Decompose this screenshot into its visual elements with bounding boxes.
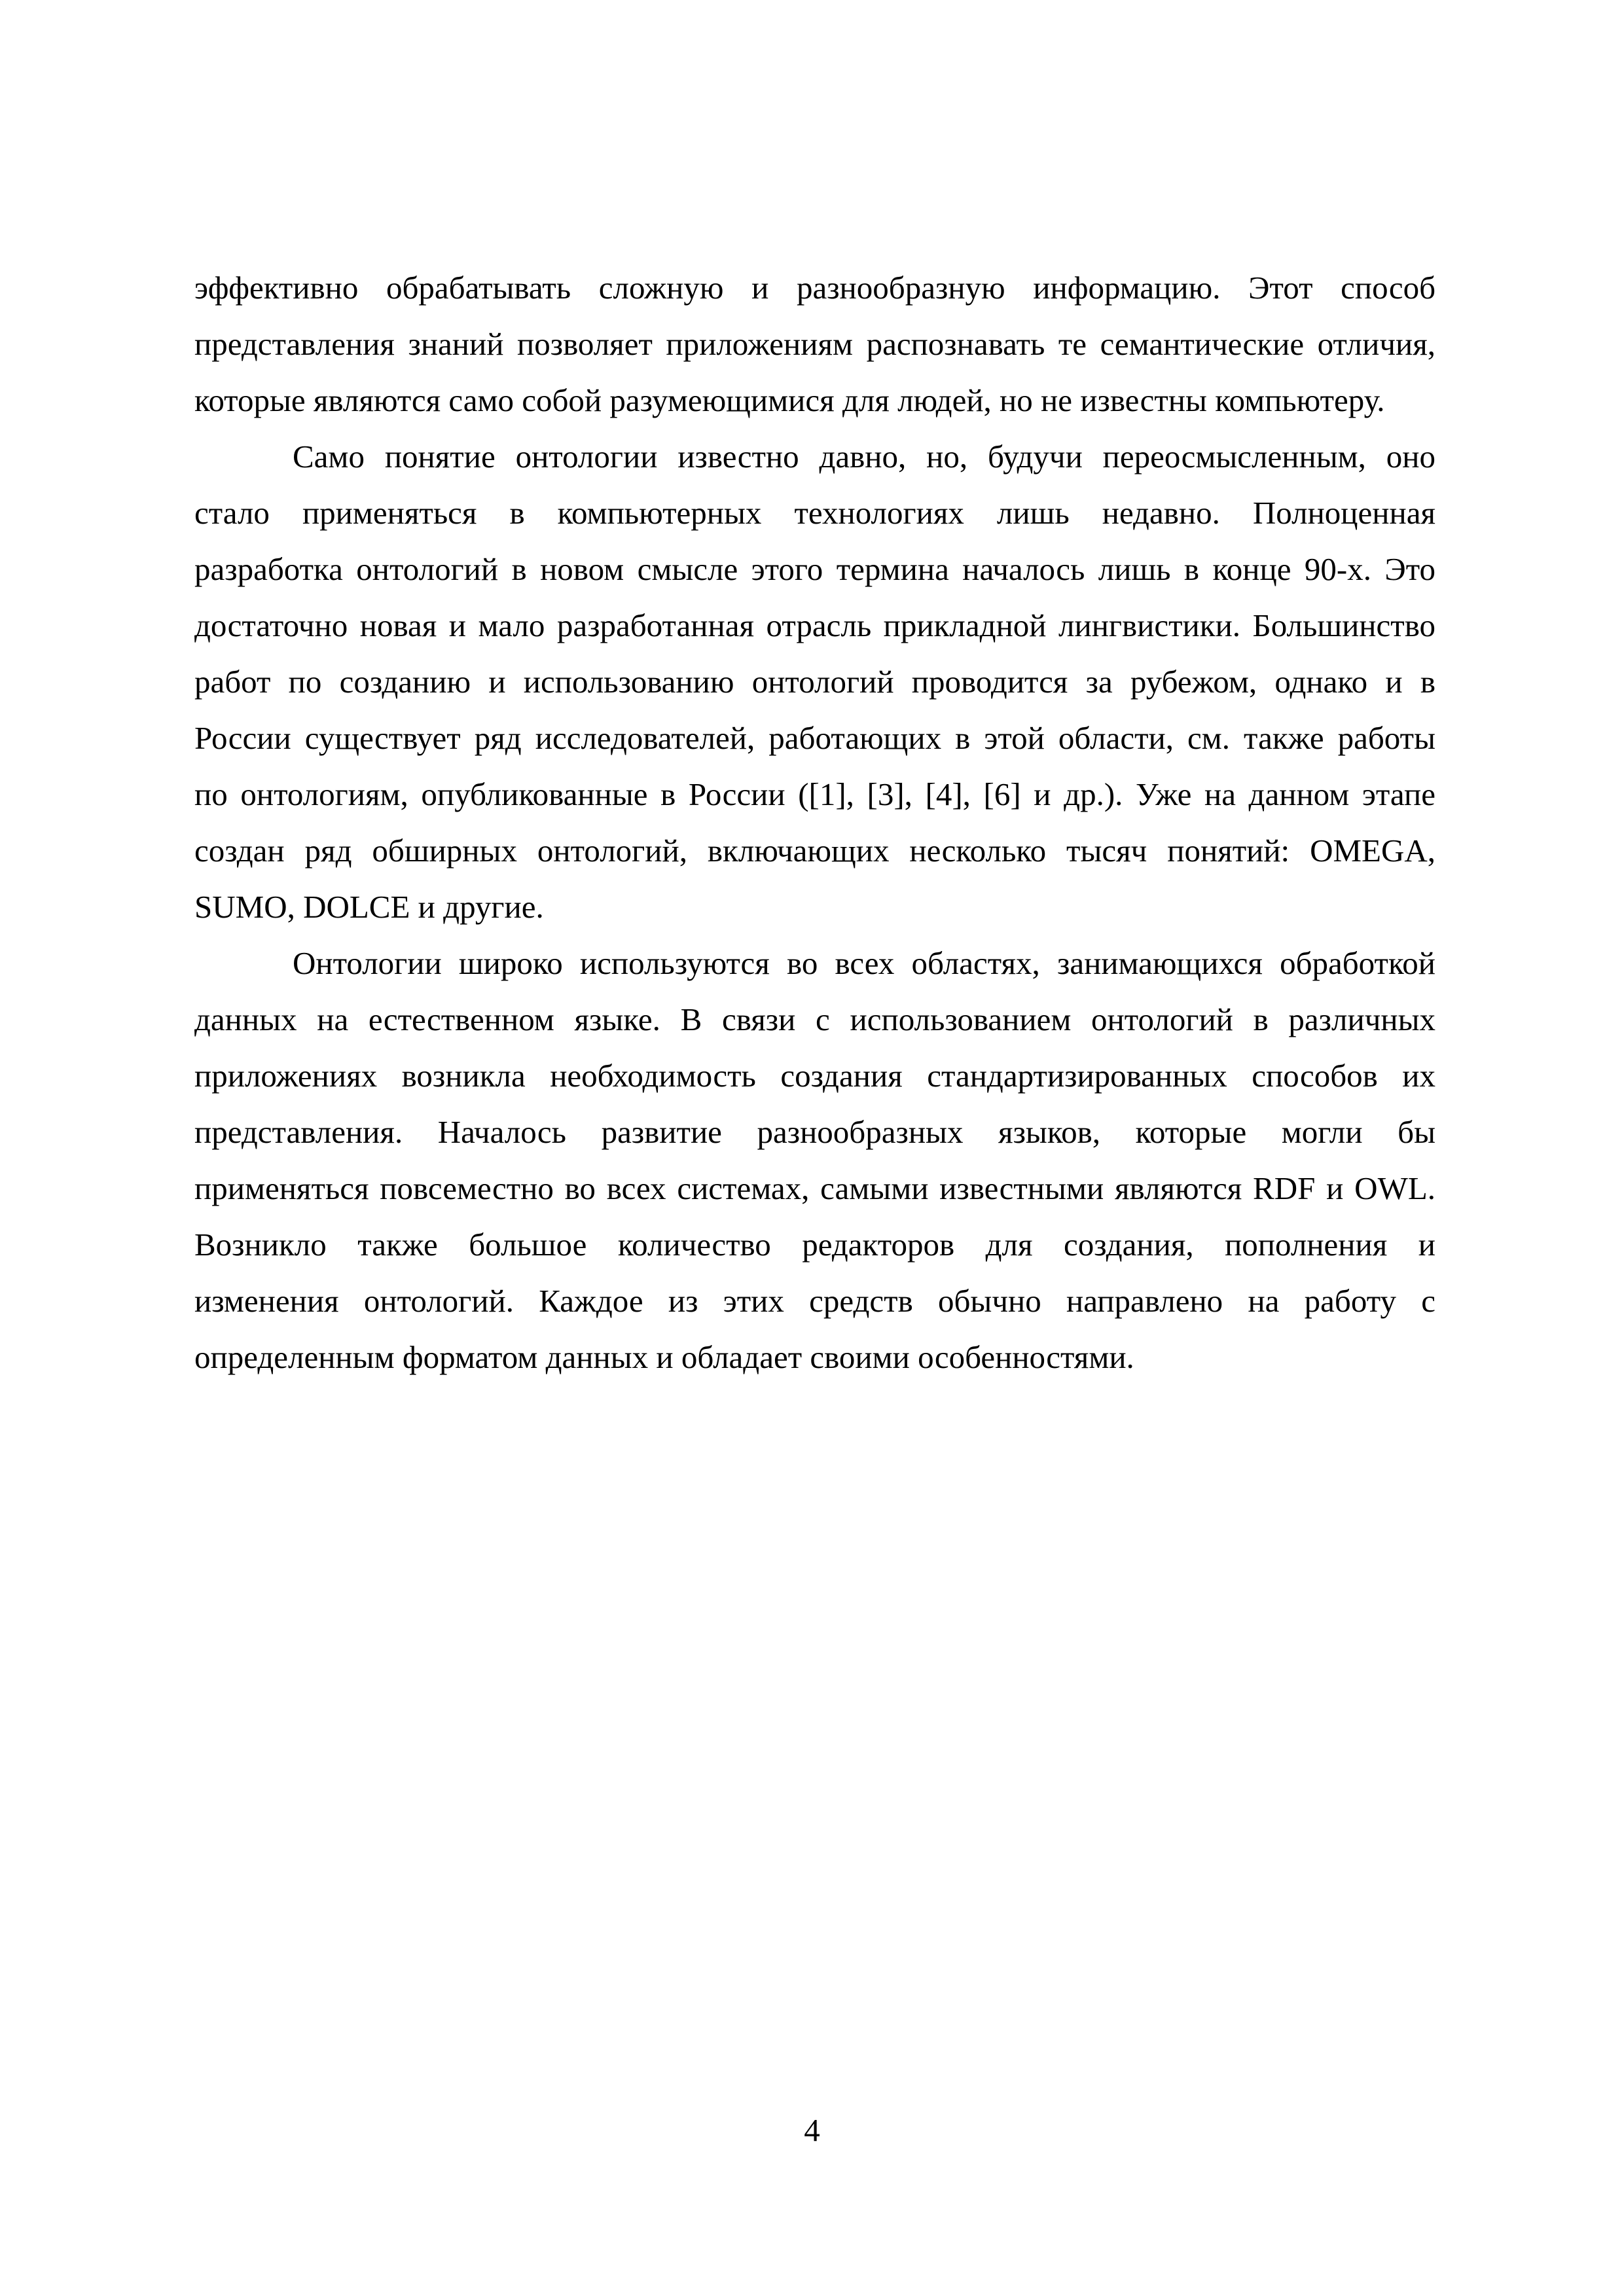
paragraph-3 <box>194 935 1435 1386</box>
text-line: определенным форматом данных и обладает своими особенностями. <box>194 1339 1134 1375</box>
paragraph-2 <box>194 429 1435 935</box>
text-line: данных на естественном языке. В связи с использованием онтологий в различных <box>194 1001 1435 1037</box>
text-line: Само понятие онтологии известно давно, но, будучи переосмысленным, оно <box>293 439 1435 475</box>
text-line: Онтологии широко используются во всех областях, занимающихся обработкой <box>293 945 1435 981</box>
text-line: Возникло также большое количество редакторов для создания, пополнения и <box>194 1227 1435 1263</box>
page-body <box>194 260 1435 1386</box>
text-line: по онтологиям, опубликованные в России ([1], [3], [4], [6] и др.). Уже на данном этапе <box>194 776 1435 812</box>
text-line: стало применяться в компьютерных технологиях лишь недавно. Полноценная <box>194 495 1435 531</box>
text-line: применяться повсеместно во всех системах, самыми известными являются RDF и OWL. <box>194 1170 1435 1206</box>
text-line: представления. Началось развитие разнообразных языков, которые могли бы <box>194 1114 1435 1150</box>
text-line: достаточно новая и мало разработанная отрасль прикладной лингвистики. Большинство <box>194 607 1435 643</box>
text-line: представления знаний позволяет приложениям распознавать те семантические отличия, <box>194 326 1435 362</box>
page-number: 4 <box>804 2112 820 2148</box>
text-line: SUMO, DOLCE и другие. <box>194 889 544 925</box>
paragraph-1 <box>194 260 1435 429</box>
text-line: работ по созданию и использованию онтологий проводится за рубежом, однако и в <box>194 664 1435 700</box>
text-line: России существует ряд исследователей, работающих в этой области, см. также работы <box>194 720 1435 756</box>
text-line: разработка онтологий в новом смысле этого термина началось лишь в конце 90-х. Это <box>194 551 1435 587</box>
text-line: которые являются само собой разумеющимися для людей, но не известны компьютеру. <box>194 382 1385 418</box>
text-line: эффективно обрабатывать сложную и разнообразную информацию. Этот способ <box>194 270 1435 306</box>
text-line: создан ряд обширных онтологий, включающих несколько тысяч понятий: OMEGA, <box>194 833 1435 869</box>
text-line: изменения онтологий. Каждое из этих средств обычно направлено на работу с <box>194 1283 1435 1319</box>
text-line: приложениях возникла необходимость создания стандартизированных способов их <box>194 1058 1435 1094</box>
